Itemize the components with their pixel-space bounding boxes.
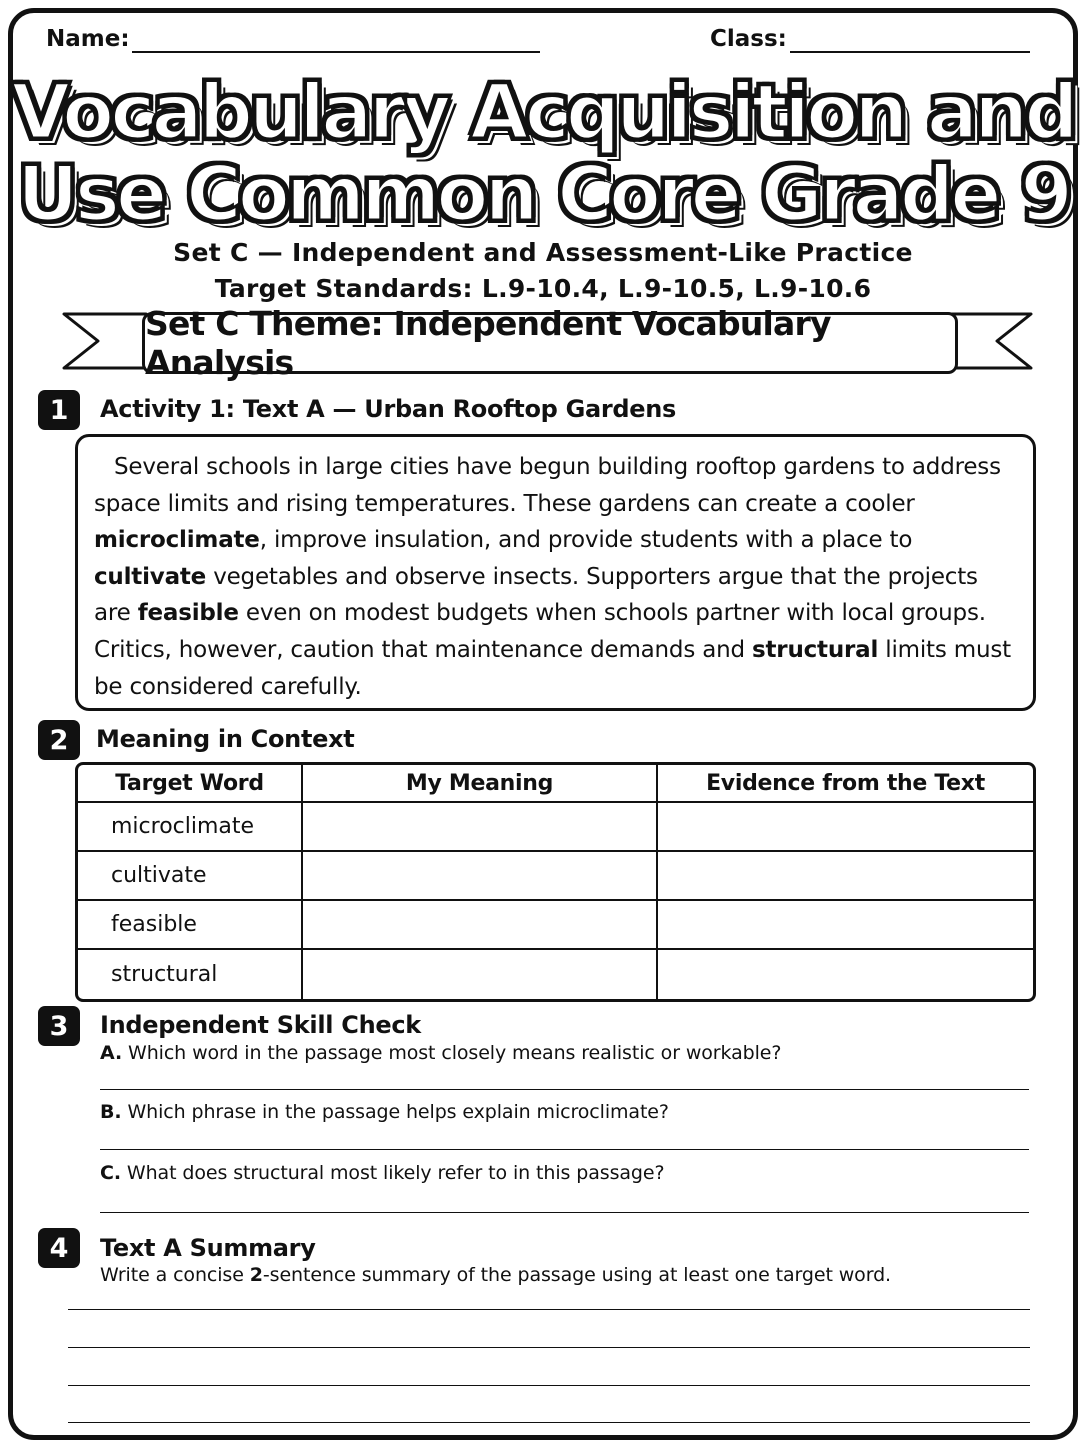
question-c-letter: C. — [100, 1162, 121, 1184]
question-b-letter: B. — [100, 1101, 122, 1123]
section-3-number: 3 — [38, 1006, 80, 1046]
answer-line-b[interactable] — [100, 1149, 1029, 1150]
worksheet-title-line-2: Use Common Core Grade 9 — [16, 149, 1069, 238]
table-row — [78, 803, 1033, 852]
question-b-text: Which phrase in the passage helps explain microclimate? — [127, 1101, 669, 1123]
summary-line-3[interactable] — [68, 1385, 1030, 1386]
worksheet-title-line-1: Vocabulary Acquisition and — [11, 67, 1075, 156]
passage-part-1: Several schools in large cities have begun building rooftop gardens to address space limits and rising temperatures. These gardens can create a cooler — [94, 454, 1001, 517]
subtitle-set: Set C — Independent and Assessment-Like Practice — [173, 238, 913, 267]
question-c-text: What does structural most likely refer to in this passage? — [126, 1162, 665, 1184]
column-header-evidence: Evidence from the Text — [658, 765, 1033, 803]
section-4-title: Text A Summary — [100, 1234, 316, 1262]
passage-part-4: even on modest budgets when schools partner with local groups. Critics, however, caution that maintenance demands and — [94, 600, 986, 663]
table-row — [78, 901, 1033, 950]
summary-instruction-pre: Write a concise — [100, 1264, 250, 1286]
section-2-number: 2 — [38, 720, 80, 760]
passage-part-5: limits must be considered carefully. — [94, 636, 1011, 700]
target-word-microclimate: microclimate — [94, 527, 260, 554]
question-a-text: Which word in the passage most closely means realistic or workable? — [128, 1042, 782, 1064]
target-word-feasible: feasible — [137, 600, 239, 627]
subtitle-standards: Target Standards: L.9-10.4, L.9-10.5, L.9-10.6 — [214, 274, 872, 303]
section-1-title: Activity 1: Text A — Urban Rooftop Gardens — [100, 395, 677, 423]
summary-line-1[interactable] — [68, 1309, 1030, 1310]
name-field[interactable] — [132, 51, 540, 53]
summary-line-2[interactable] — [68, 1347, 1030, 1348]
column-header-my-meaning: My Meaning — [303, 765, 658, 803]
summary-instruction-post: -sentence summary of the passage using at least one target word. — [262, 1264, 891, 1286]
class-label: Class: — [710, 26, 787, 52]
question-a — [100, 1042, 781, 1064]
answer-line-a[interactable] — [100, 1089, 1029, 1090]
question-c — [100, 1162, 664, 1184]
table-header-row — [78, 765, 1033, 803]
section-2-title: Meaning in Context — [96, 725, 355, 753]
banner-title: Set C Theme: Independent Vocabulary Analysis — [142, 312, 958, 374]
target-word-structural: structural — [752, 636, 879, 663]
column-header-target-word: Target Word — [78, 765, 303, 803]
evidence-cell[interactable] — [658, 852, 1033, 901]
answer-line-c[interactable] — [100, 1212, 1029, 1213]
summary-line-4[interactable] — [68, 1422, 1030, 1423]
class-field[interactable] — [790, 51, 1030, 53]
summary-instruction-number: 2 — [249, 1264, 263, 1286]
section-1-number: 1 — [38, 390, 80, 430]
meaning-cell[interactable] — [303, 901, 658, 950]
question-a-letter: A. — [100, 1042, 123, 1064]
evidence-cell[interactable] — [658, 950, 1033, 999]
meaning-cell[interactable] — [303, 852, 658, 901]
passage-part-3: vegetables and observe insects. Supporters argue that the projects are — [94, 563, 978, 627]
meaning-cell[interactable] — [303, 803, 658, 852]
target-word-cell: feasible — [78, 901, 303, 950]
passage-part-2: , improve insulation, and provide students with a place to — [259, 527, 913, 554]
target-word-cultivate: cultivate — [94, 563, 207, 590]
summary-instruction — [100, 1264, 891, 1286]
target-word-cell: structural — [78, 950, 303, 999]
section-4-number: 4 — [38, 1228, 80, 1268]
section-3-title: Independent Skill Check — [100, 1011, 421, 1039]
target-word-cell: cultivate — [78, 852, 303, 901]
evidence-cell[interactable] — [658, 901, 1033, 950]
name-label: Name: — [46, 26, 130, 52]
meaning-cell[interactable] — [303, 950, 658, 999]
theme-banner — [60, 304, 1035, 382]
meaning-table — [75, 762, 1036, 1002]
passage-text-a — [75, 434, 1036, 711]
evidence-cell[interactable] — [658, 803, 1033, 852]
question-b — [100, 1101, 669, 1123]
table-row — [78, 852, 1033, 901]
target-word-cell: microclimate — [78, 803, 303, 852]
table-row — [78, 950, 1033, 999]
header-row — [46, 26, 1036, 56]
